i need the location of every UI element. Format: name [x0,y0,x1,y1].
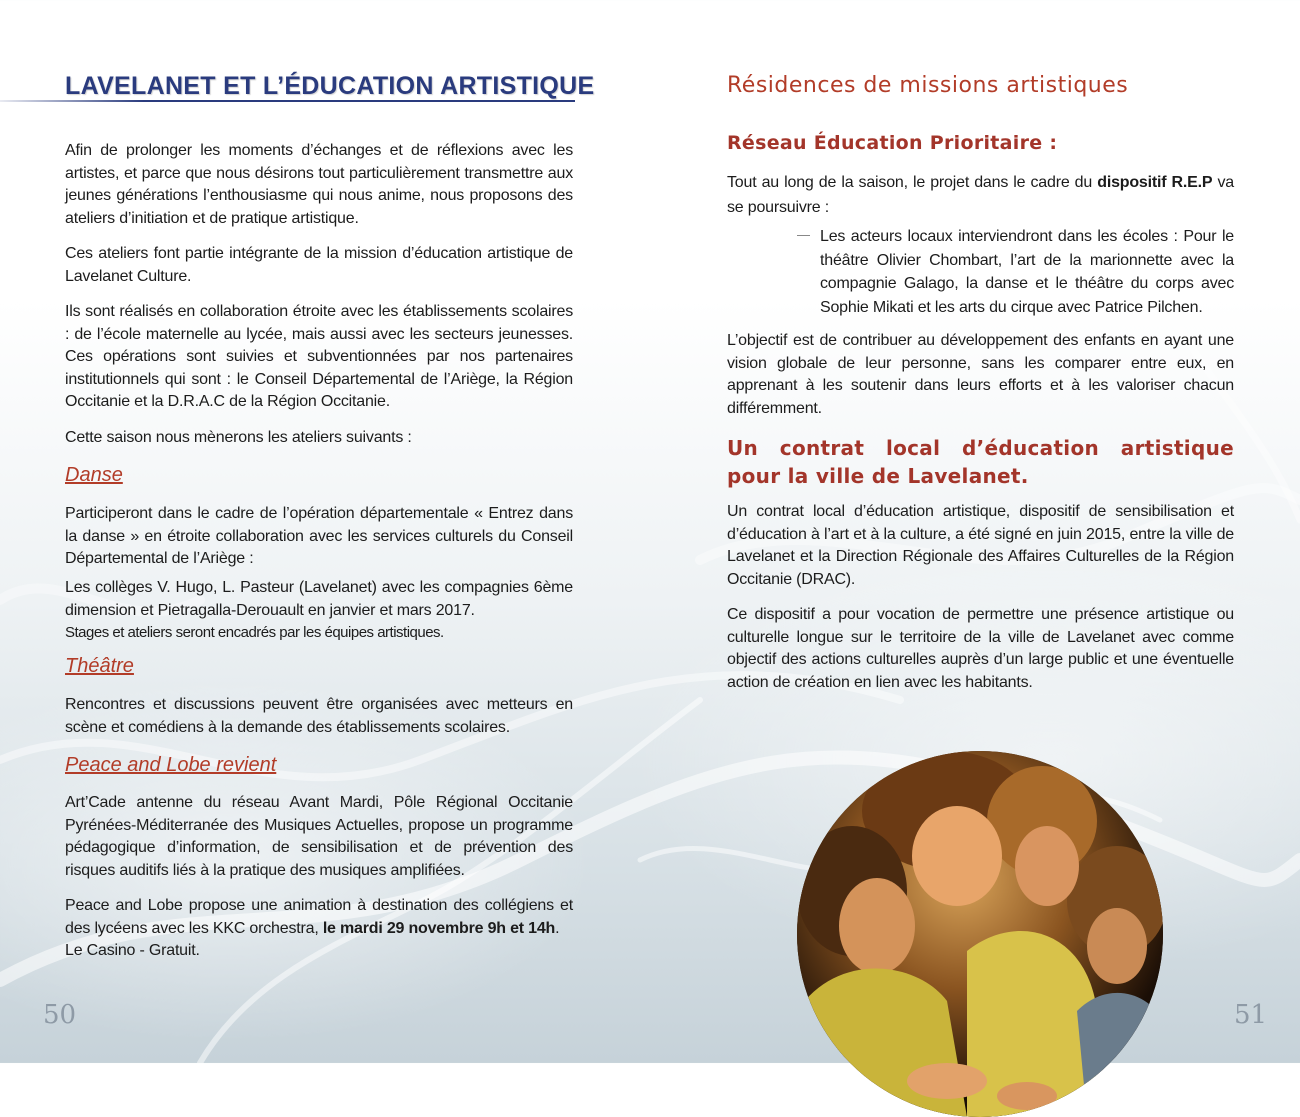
event-date: le mardi 29 novembre 9h et 14h [322,919,556,937]
intro-paragraph-2: Ces ateliers font partie intégrante de la mission d’éducation artistique de Lavelanet Culture. [65,245,573,285]
theatre-heading: Théâtre [65,655,134,677]
theatre-paragraph-1: Rencontres et discussions peuvent être organisées avec metteurs en scène et comédiens à la demande des établissements scolaires. [65,696,573,736]
rep-bullet-item [797,225,1234,319]
intro-paragraph-4: Cette saison nous mènerons les ateliers suivants : [65,429,412,446]
page-number-right: 51 [1234,1000,1268,1030]
right-page-title: Résidences de missions artistiques [727,73,1129,98]
title-underline [0,100,575,102]
children-photo [797,751,1163,1117]
danse-paragraph-2: Les collèges V. Hugo, L. Pasteur (Lavelanet) avec les compagnies 6ème dimension et Pietragalla-Derouault en janvier et mars 2017. [65,579,573,619]
event-venue: Le Casino - Gratuit. [65,942,200,959]
rep-paragraph-1: Tout au long de la saison, le projet dans le cadre du dispositif R.E.P va se poursuivre : [727,174,1234,216]
peace-paragraph-2: Peace and Lobe propose une animation à destination des collégiens et des lycéens avec les KKC orchestra, le mardi 29 novembre 9h et 14h. Le Casino - Gratuit. [65,897,573,959]
contrat-heading: Un contrat local d’éducation artistique pour la ville de Lavelanet. [727,436,1234,488]
intro-paragraph-1: Afin de prolonger les moments d’échanges et de réflexions avec les artistes, et parce que nous désirons tout particulièrement transmettre aux jeunes générations l’enthousiasme qui nous anime, nous proposons des ateliers d’initiation et de pratique artistique. [65,142,573,227]
peace-and-lobe-heading: Peace and Lobe revient [65,754,277,776]
contrat-paragraph-2: Ce dispositif a pour vocation de permettre une présence artistique ou culturelle longue sur le territoire de la ville de Lavelanet avec comme objectif des actions culturelles auprès d’un large public et une éventuelle action de création en lien avec les habitants. [727,606,1234,691]
rep-bullet-text: Les acteurs locaux interviendront dans les écoles : Pour le théâtre Olivier Chombart, l’art de la marionnette avec la compagnie Galago, la danse et le théâtre du corps avec Sophie Mikati et les arts du cirque avec Patrice Pilchen. [820,228,1234,316]
children-photo-illustration [797,751,1163,1117]
contrat-paragraph-1: Un contrat local d’éducation artistique, dispositif de sensibilisation et d’éducation à l’art et à la culture, a été signé en juin 2015, entre la ville de Lavelanet et la Direction Régionale des Affaires Culturelles de la Région Occitanie (DRAC). [727,503,1234,588]
dash-bullet-icon [797,235,810,236]
page-number-left: 50 [43,1000,77,1030]
page-title: LAVELANET ET L’ÉDUCATION ARTISTIQUE [65,72,595,100]
rep-heading: Réseau Éducation Prioritaire : [727,132,1058,154]
danse-paragraph-3: Stages et ateliers seront encadrés par les équipes artistiques. [65,624,444,641]
rep-paragraph-2: L’objectif est de contribuer au développement des enfants en ayant une vision globale de leur personne, sans les comparer entre eux, en apprenant à les soutenir dans leurs efforts et à les valoriser chacun différemment. [727,332,1234,417]
rep-dispositif: dispositif R.E.P [1097,174,1213,191]
danse-heading: Danse [65,464,123,486]
intro-paragraph-3: Ils sont réalisés en collaboration étroite avec les établissements scolaires : de l’école maternelle au lycée, mais aussi avec les secteurs jeunesses. Ces opérations sont suivies et subventionnées par nos partenaires institutionnels qui sont : le Conseil Départemental de l’Ariège, la Région Occitanie et la D.R.A.C de la Région Occitanie. [65,303,573,410]
danse-paragraph-1: Participeront dans le cadre de l’opération départementale « Entrez dans la danse » en étroite collaboration avec les services culturels du Conseil Départemental de l’Ariège : [65,505,573,567]
peace-paragraph-1: Art’Cade antenne du réseau Avant Mardi, Pôle Régional Occitanie Pyrénées-Méditerranée des Musiques Actuelles, propose un programme pédagogique d’information, de sensibilisation et de prévention des risques auditifs liés à la pratique des musiques amplifiées. [65,794,573,879]
